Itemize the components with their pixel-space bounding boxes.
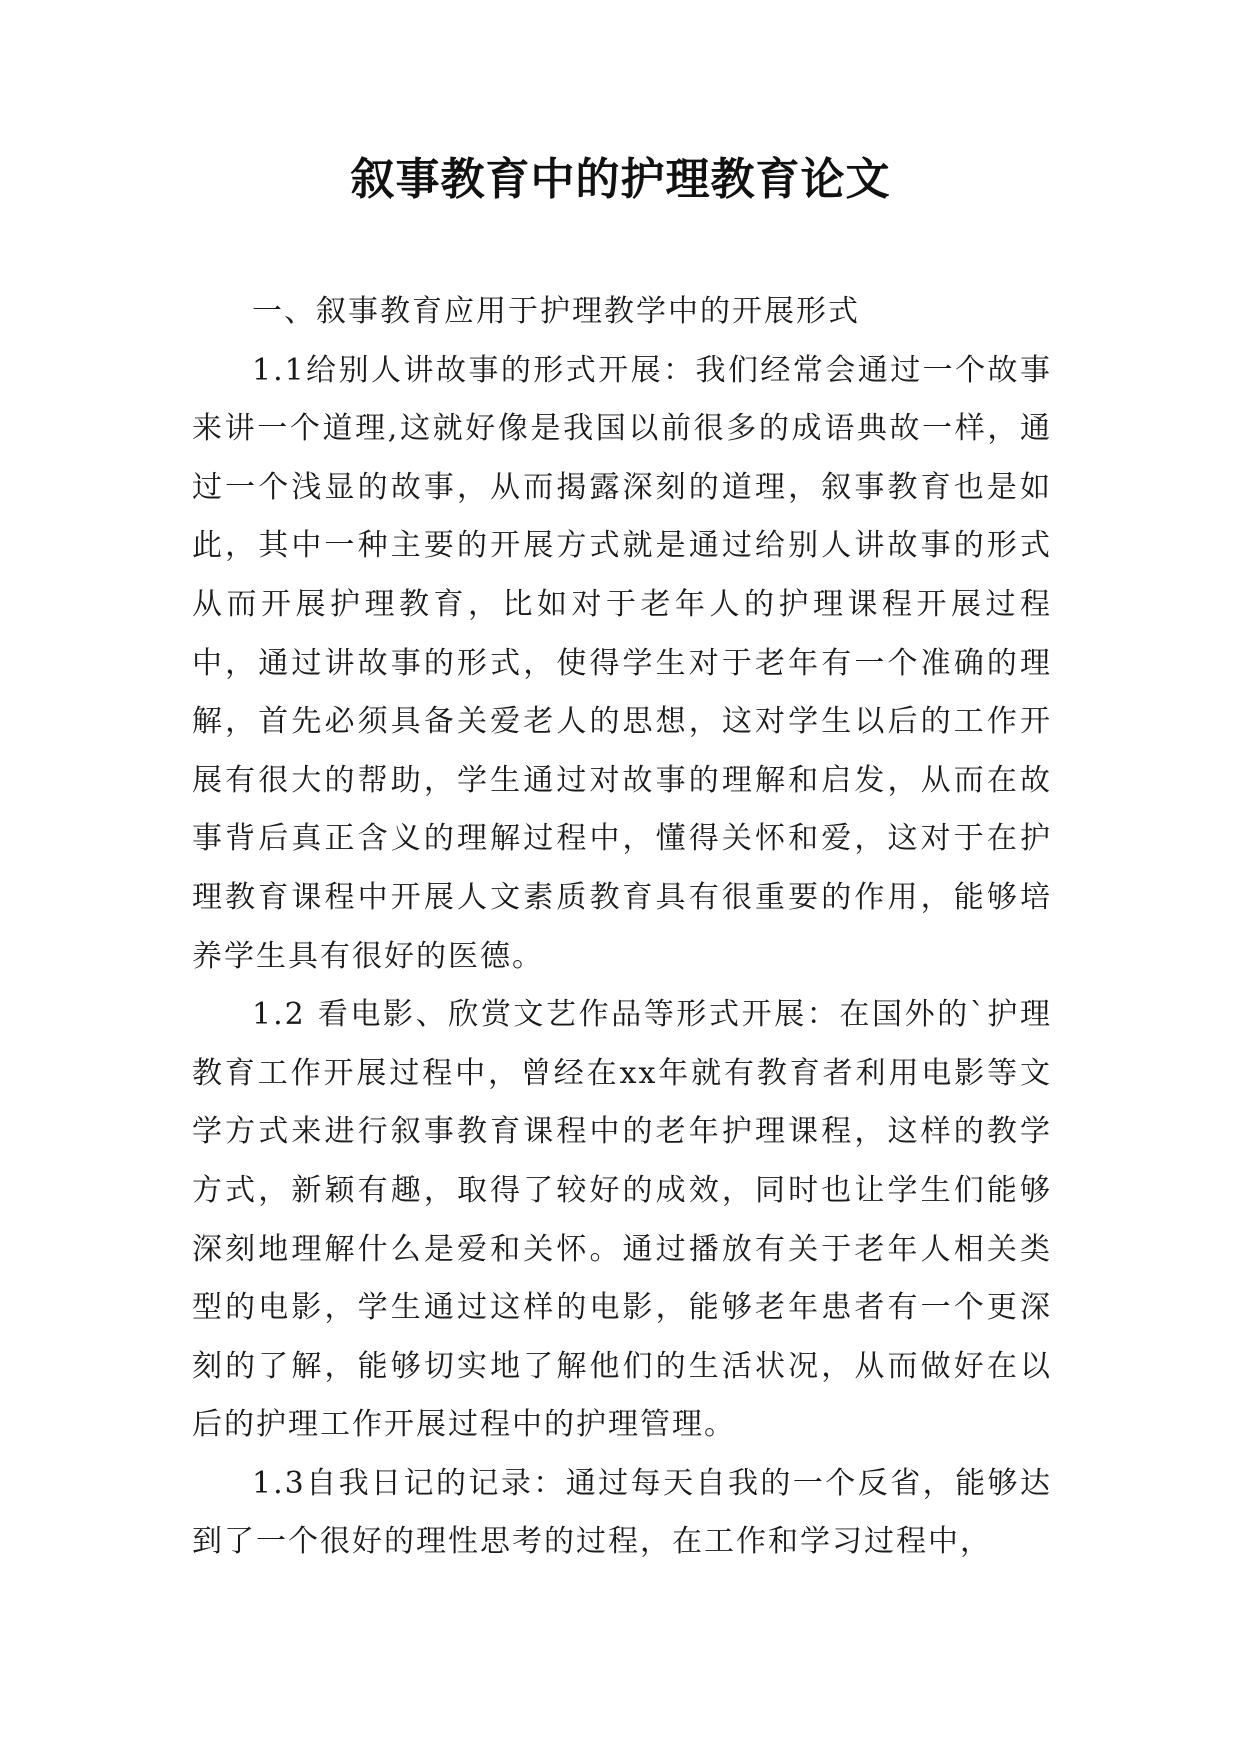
paragraph-1-1: 1.1给别人讲故事的形式开展：我们经常会通过一个故事来讲一个道理,这就好像是我国以前很多的成语典故一样，通过一个浅显的故事，从而揭露深刻的道理，叙事教育也是如此，其中一种主要的开展方式就是通过给别人讲故事的形式从而开展护理教育，比如对于老年人的护理课程开展过程中，通过讲故事的形式，使得学生对于老年有一个准确的理解，首先必须具备关爱老人的思想，这对学生以后的工作开展有很大的帮助，学生通过对故事的理解和启发，从而在故事背后真正含义的理解过程中，懂得关怀和爱，这对于在护理教育课程中开展人文素质教育具有很重要的作用，能够培养学生具有很好的医德。 [192,352,1052,974]
document-title: 叙事教育中的护理教育论文 [350,154,891,205]
section-heading: 一、叙事教育应用于护理教学中的开展形式 [252,294,860,329]
document-body [192,283,1052,1572]
paragraph-1-2: 1.2 看电影、欣赏文艺作品等形式开展：在国外的`护理教育工作开展过程中，曾经在xx年就有教育者利用电影等文学方式来进行叙事教育课程中的老年护理课程，这样的教学方式，新颖有趣，取得了较好的成效，同时也让学生们能够深刻地理解什么是爱和关怀。通过播放有关于老年人相关类型的电影，学生通过这样的电影，能够老年患者有一个更深刻的了解，能够切实地了解他们的生活状况，从而做好在以后的护理工作开展过程中的护理管理。 [192,997,1052,1443]
paragraph-1-3: 1.3自我日记的记录：通过每天自我的一个反省，能够达到了一个很好的理性思考的过程，在工作和学习过程中， [192,1465,1052,1560]
